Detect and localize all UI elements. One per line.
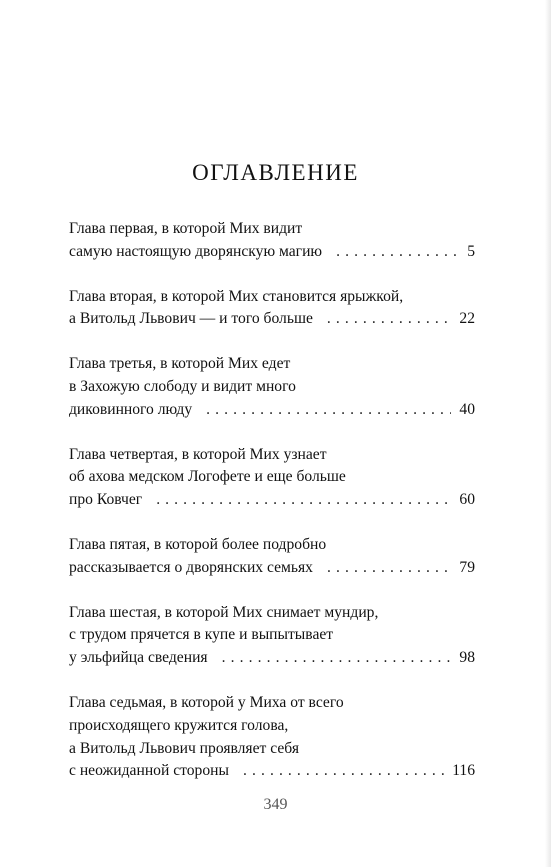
toc-page-number: 60: [459, 491, 475, 509]
toc-page-number: 5: [467, 242, 475, 260]
toc-entry-line: происходящего кружится голова,: [69, 716, 289, 734]
page-title: ОГЛАВЛЕНИЕ: [192, 160, 359, 185]
toc-entry-line: Глава седьмая, в которой у Миха от всего: [69, 693, 344, 711]
toc-entry-5[interactable]: [69, 534, 475, 580]
toc-entry-line: с неожиданной стороны: [69, 762, 229, 780]
dot-leader: [327, 557, 451, 580]
toc-entry-line: у эльфийца сведения: [69, 649, 208, 667]
toc-entry-line: Глава пятая, в которой более подробно: [69, 535, 327, 553]
toc-entry-last-line: [69, 760, 475, 783]
dot-leader: [206, 399, 451, 422]
toc-entry-line: а Витольд Львович проявляет себя: [69, 739, 299, 757]
page-edge-shadow: [545, 0, 551, 867]
dot-leader: [156, 489, 451, 512]
toc-page-number: 79: [459, 558, 475, 576]
toc-page-number: 116: [452, 762, 475, 780]
toc-entry-line: Глава первая, в которой Мих видит: [69, 220, 303, 237]
toc-entry-last-line: [69, 647, 475, 670]
toc-page-number: 98: [459, 649, 475, 667]
toc-entry-line: диковинного люду: [69, 400, 193, 418]
toc-entry-6[interactable]: [69, 602, 475, 670]
toc-entry-line: Глава четвертая, в которой Мих узнает: [69, 445, 327, 463]
dot-leader: [327, 308, 452, 331]
toc-entry-line: об ахова медском Логофете и еще больше: [69, 468, 346, 486]
toc-entry-line: с трудом прячется в купе и выпытывает: [69, 626, 334, 644]
toc-entry-last-line: [69, 241, 475, 264]
toc-entry-line: самую настоящую дворянскую магию: [69, 242, 323, 260]
toc-entry-line: Глава вторая, в которой Мих становится ярыжкой,: [69, 287, 404, 305]
table-of-contents: [69, 218, 475, 805]
dot-leader: [243, 760, 444, 783]
toc-entry-line: в Захожую слободу и видит много: [69, 377, 296, 395]
dot-leader: [336, 241, 457, 264]
toc-entry-line: Глава шестая, в которой Мих снимает мундир,: [69, 603, 379, 621]
toc-entry-4[interactable]: [69, 444, 475, 512]
toc-entry-last-line: [69, 489, 475, 512]
toc-entry-last-line: [69, 557, 475, 580]
toc-entry-line: а Витольд Львович — и того больше: [69, 310, 313, 328]
toc-entry-line: про Ковчег: [69, 491, 143, 509]
toc-entry-last-line: [69, 399, 475, 422]
toc-page-number: 22: [459, 310, 475, 328]
toc-entry-line: рассказывается о дворянских семьях: [69, 558, 313, 576]
toc-entry-2[interactable]: [69, 286, 475, 332]
toc-entry-7[interactable]: [69, 692, 475, 783]
dot-leader: [222, 647, 452, 670]
toc-page-number: 40: [459, 400, 475, 418]
toc-entry-last-line: [69, 308, 475, 331]
toc-entry-line: Глава третья, в которой Мих едет: [69, 355, 291, 373]
toc-entry-3[interactable]: [69, 353, 475, 421]
page-number-footer: 349: [263, 796, 288, 813]
toc-entry-1[interactable]: [69, 218, 475, 264]
